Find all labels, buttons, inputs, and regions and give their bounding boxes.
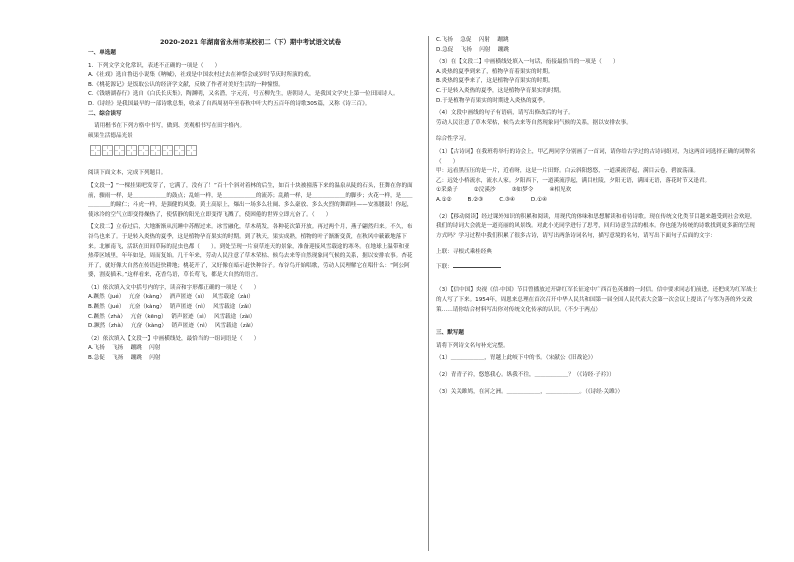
- grid-cell[interactable]: [126, 145, 137, 156]
- grid-cell[interactable]: [186, 145, 197, 156]
- page-title: 2020-2021 年湖南省永州市某校初二（下）期中考试语文试卷: [159, 38, 342, 46]
- left-column: [88, 36, 413, 364]
- poem-b: 乙：远处小桥流水，流水人家。夕阳西下，一道溪流浮起，满目杜陵，夕阳无语，满园无语，落花时节又逢君。: [436, 177, 711, 184]
- column-divider: [428, 36, 429, 551]
- option-text: A.炎热的夏季到来了，植物孕育着果实的时期。: [436, 68, 554, 75]
- answer-line[interactable]: [453, 261, 501, 268]
- question-text: （3）【信中国】央视《信·中国》节目曾播放过开辟红军长征途中广西百色英雄的一封信。信中要求同志们前进，还把成为红军战士的人写了下来。1954年，周恩来总理在首次召开中华人民共和国第一届全国人民代表大会第一次会议上提出了与邻为善的外交政策……请你结合材料写出你对传统文化传承的认识。（不少于两点）: [436, 287, 758, 313]
- option-text: B.急促 飞扬 蹦跳 闪射: [88, 355, 161, 362]
- question-text: （1）依次填入文中括号内的字，读音和字形都正确的一项是（ ）: [88, 284, 260, 291]
- answer-options: [436, 196, 758, 206]
- question-text: 请用楷书在下列方格中书写，做到、美观相书写在田字格内。: [94, 123, 246, 130]
- option-text: B.炎热的夏季来了，这是植物孕育果实的时期。: [436, 78, 554, 85]
- question-text: 1．下列文学文化常识，表述不正确的一项是（ ）: [88, 62, 221, 69]
- option-text: B.蹶然（jué） 亢奋（kàng） 销声匿迹（nì） 风雪载途（zǎi）: [88, 304, 255, 311]
- option-text: D.①④: [530, 196, 548, 203]
- option-text: ④相见欢: [549, 187, 572, 194]
- option-text: C.③④: [499, 196, 515, 203]
- grid-cell[interactable]: [114, 145, 125, 156]
- section-heading: 三、默写题: [436, 330, 464, 337]
- question-text: 劳动人民注意了草木荣枯，候鸟去来等自然现象同气候的关系，据以安排农事。: [436, 119, 632, 126]
- grid-cell[interactable]: [150, 145, 161, 156]
- option-text: ①采桑子: [436, 187, 458, 194]
- grid-cell[interactable]: [90, 145, 101, 156]
- dictation-intro: 请将下列诗文名句补充完整。: [436, 342, 509, 349]
- option-text: D.蹶然（zhà） 亢奋（kàng） 销声匿迹（nì） 风雪载途（zǎi）: [88, 323, 257, 330]
- option-text: D.《诗经》是我国最早的一部诗歌总集，收录了自西周初年至春秋中叶大约五百年的诗歌305篇，又称《诗三百》。: [88, 100, 371, 107]
- question-text: （4）文段中画线的句子有语病，请写出修改后的句子。: [436, 110, 574, 117]
- copy-text: 硕果生活德品光景: [88, 132, 133, 139]
- question-text: （3）在【文段二】中画横线处填入一句话，衔接最恰当的一项是（ ）: [436, 59, 619, 66]
- option-text: A.飞扬 飞扬 蹦跳 闪射: [88, 345, 161, 352]
- couplet-second: 下联：: [436, 261, 758, 273]
- option-text: ③如梦令: [511, 187, 534, 194]
- option-text: A.《社戏》选自鲁迅小说集《呐喊》，社戏是中国农村过去在神祭会或岁时节庆时所演的戏。: [88, 72, 315, 79]
- dictation-item: （2）青青子衿，悠悠我心。纵我不往，＿＿＿＿＿＿？（《诗经·子衿》）: [436, 372, 615, 379]
- question-text: （1）【古诗词】在我班将举行的诗会上，甲乙两同学分别画了一首词，请你给古学过的古诗词组对，为这两首词选择正确的词牌名（ ）: [436, 148, 756, 165]
- dictation-item: （1）＿＿＿＿＿＿，胃越上此岐下中的书。（宋献公《旧战论》）: [436, 355, 597, 362]
- question-text: （2）依次填入【文段一】中画横线处，最恰当的一组词语是（ ）: [88, 335, 260, 342]
- grid-cell[interactable]: [138, 145, 149, 156]
- option-text: B.②③: [467, 196, 484, 203]
- right-column: [436, 36, 758, 397]
- option-text: ②浣溪沙: [473, 187, 496, 194]
- passage-one: 【文段一】“一棵挂果吧发芽了，它满了，没有了！”百十个斜对着林的后生，如百十块被撞落下来的温泉从陡的石头，狂舞在你的面前，骤雨一样，是＿＿＿＿＿＿的鼓点；乱蛙一样，是＿＿＿＿＿＿的流苏；乱鹅一样，是＿＿＿＿＿＿的脚步；火花一样，是＿＿＿＿＿＿的瞳仁；斗虎一样，是强健的风姿。黄土高原上，爆出一场多么壮阔、多么豪放、多么火烈的舞蹈哇——安塞腰鼓！你起，使冰冷的空气立即变得燥热了，使恬静的阳光立即变得飞溅了，使困倦的世界立即亢奋了。（ ）: [88, 182, 413, 218]
- option-text: A.蹶然（jué） 亢奋（kàng） 酒声匿迹（sì） 风雪载途（zài）: [88, 294, 254, 301]
- option-text: C.于是转入炎热的夏季，这是植物孕育果实的时期。: [436, 87, 565, 94]
- question-text: （2）【移动阅读】经过课外知识的积累和阅读，用现代的体味和思想解读和看待诗歌。现在传统文化类节目越来越受到社会欢迎，我们的诗词大会就是一道亮丽的风景线。对此小光同学进行了思考，回归诗意生活的根本。你也能为传统的诗歌找到更多新的呈现方式吗？学习过程中我们积累了很多古诗，请写出两条诗词名句，描写意境的名句，请写出下面句子后面的文字：: [436, 213, 756, 239]
- option-text: C.飞扬 急促 闪射 蹦跳: [436, 37, 509, 43]
- option-text: A.①②: [436, 196, 452, 203]
- option-text: B.《桃花源记》是饭取公认的经济学文献，反映了作者对美好生活的一种憧憬。: [88, 81, 284, 88]
- reading-intro: 阅读下面文本，完成下列题目。: [88, 170, 167, 177]
- option-text: C.蹶然（zhà） 亢奋（kēng） 销声匿迹（sì） 风雪载途（zài）: [88, 313, 256, 320]
- section-heading: 一、单选题: [88, 50, 116, 56]
- couplet-first: 上联：寻根式乘桂经典: [436, 249, 492, 256]
- grid-cell[interactable]: [162, 145, 173, 156]
- passage-two: 【文段二】立春过后，大地渐渐从沉睡中苏醒过来。冰雪融化，草木萌发，各种花次第开放。再过两个月，燕子翩然归来。不久，布谷鸟也来了。于是转入炎热的夏季，这是植物孕育果实的时期。到了秋天，果实成熟，植物的叶子渐渐变黄，在秋风中簌簌地落下来。北雁南飞，活跃在田间草际的昆虫也都（ ）。到处呈现一片衰草连天的景象，准备迎接风雪载途的寒冬。在地球上温带和亚热带区域里，年年如是，周而复始。几千年来，劳动人民注意了草木荣枯、候鸟去来等自然现象同气候的关系，据以安排农事。杏花开了，就好像大自然在传语赶快耕地；桃花开了，又好像在暗示赶快种谷子。布谷鸟开始唱歌，劳动人民理解它在唱什么：“阿公阿婆，割麦插禾。”这样看来，花香鸟语，草长莺飞，都是大自然的语言。: [88, 224, 413, 279]
- option-text: D.于是植物孕育果实的时期进入炎热的夏季。: [436, 97, 549, 104]
- section-heading: 综合性学习。: [436, 136, 470, 143]
- dictation-item: （3）关关雎鸠，在河之洲。＿＿＿＿＿＿，＿＿＿＿＿＿。（《诗经·关雎》）: [436, 388, 624, 395]
- poem-a: 甲：远看黑压压的是一片，近看呀，这是一片田野。白云斜阳悠悠，一道溪流浮起，满目云卷，碧波荡漾。: [436, 168, 699, 175]
- option-text: C.《钱塘湖春行》选自《白氏长庆集》，陶渊明，又名潜，字元亮，号五柳先生，唐朝诗人，是我国文学史上第一位田园诗人。: [88, 91, 399, 98]
- grid-cell[interactable]: [102, 145, 113, 156]
- section-heading: 二、综合读写: [88, 110, 122, 117]
- grid-cell[interactable]: [174, 145, 185, 156]
- tune-options: [436, 186, 758, 196]
- writing-grid: [90, 145, 413, 156]
- option-text: D.急促 飞扬 闪射 蹦跳: [436, 46, 509, 53]
